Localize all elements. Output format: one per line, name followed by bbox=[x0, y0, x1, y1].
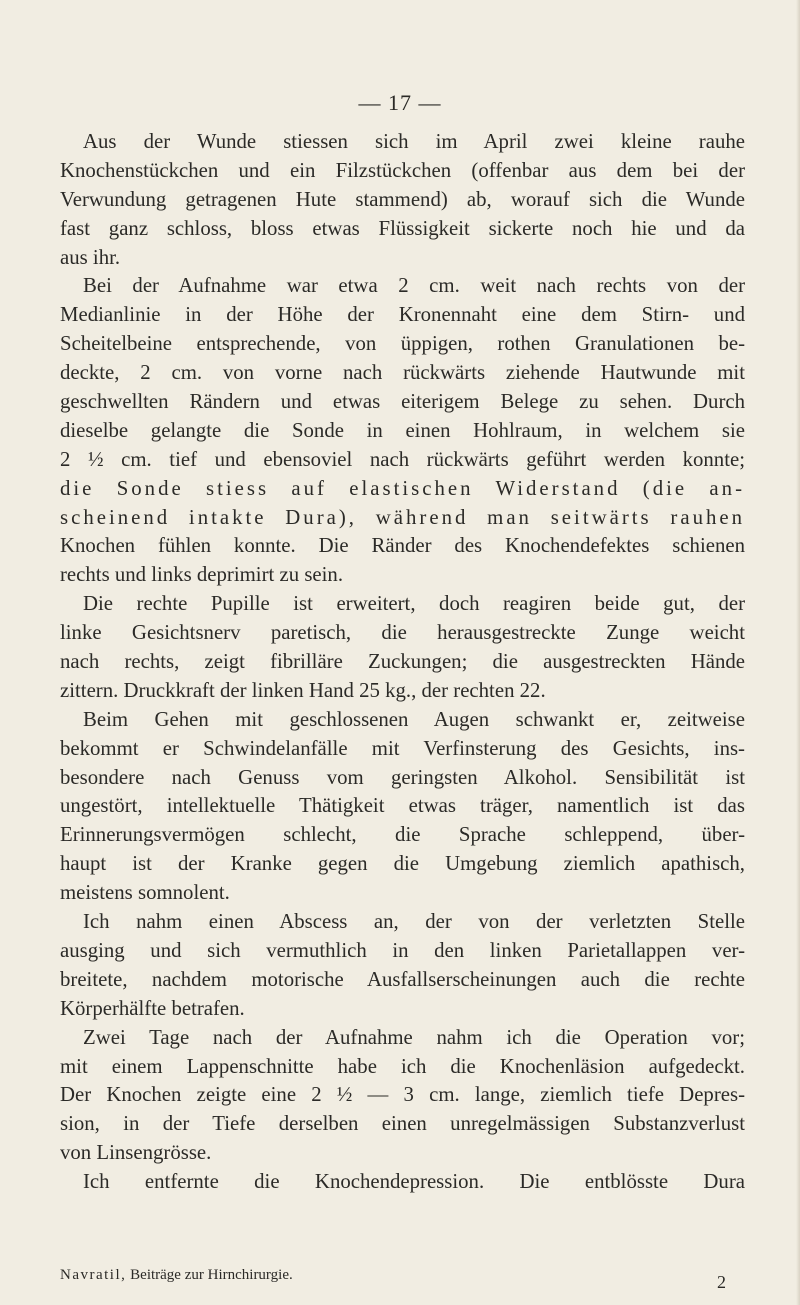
text-line: deckte, 2 cm. von vorne nach rückwärts ziehende Hautwunde mit bbox=[60, 361, 745, 385]
text-line: geschwellten Rändern und etwas eiterigem Belege zu sehen. Durch bbox=[60, 390, 745, 414]
page-number: — 17 — bbox=[358, 90, 442, 115]
text-line: die Sonde stiess auf elastischen Widerstand (die an- bbox=[60, 476, 745, 500]
text-line: Verwundung getragenen Hute stammend) ab, worauf sich die Wunde bbox=[60, 187, 745, 211]
body-text bbox=[60, 128, 745, 1197]
text-line: breitete, nachdem motorische Ausfallserscheinungen auch die rechte bbox=[60, 967, 745, 991]
text-line: ungestört, intellektuelle Thätigkeit etwas träger, namentlich ist das bbox=[60, 794, 745, 818]
text-line: 2 ½ cm. tief und ebensoviel nach rückwärts geführt werden konnte; bbox=[60, 447, 745, 471]
footer-title: Beiträge zur Hirnchirurgie. bbox=[126, 1267, 293, 1283]
text-line: linke Gesichtsnerv paretisch, die herausgestreckte Zunge weicht bbox=[60, 621, 745, 645]
text-line: von Linsengrösse. bbox=[60, 1141, 212, 1165]
page-edge-shadow bbox=[796, 0, 800, 1305]
text-line: fast ganz schloss, bloss etwas Flüssigkeit sickerte noch hie und da bbox=[60, 216, 745, 240]
text-line: Medianlinie in der Höhe der Kronennaht eine dem Stirn- und bbox=[60, 303, 745, 327]
text-line: rechts und links deprimirt zu sein. bbox=[60, 563, 344, 587]
text-line: Erinnerungsvermögen schlecht, die Sprache schleppend, über- bbox=[60, 823, 745, 847]
text-line: Beim Gehen mit geschlossenen Augen schwankt er, zeitweise bbox=[83, 707, 745, 731]
text-line: zittern. Druckkraft der linken Hand 25 kg., der rechten 22. bbox=[60, 678, 546, 702]
text-line: bekommt er Schwindelanfälle mit Verfinsterung des Gesichts, ins- bbox=[60, 736, 745, 760]
text-line: meistens somnolent. bbox=[60, 881, 230, 905]
text-line: haupt ist der Kranke gegen die Umgebung ziemlich apathisch, bbox=[60, 852, 745, 876]
text-line: Bei der Aufnahme war etwa 2 cm. weit nach rechts von der bbox=[83, 274, 745, 298]
text-line: Scheitelbeine entsprechende, von üppigen, rothen Granulationen be- bbox=[60, 332, 745, 356]
text-line: Der Knochen zeigte eine 2 ½ — 3 cm. lange, ziemlich tiefe Depres- bbox=[60, 1083, 745, 1107]
text-line: Knochenstückchen und ein Filzstückchen (offenbar aus dem bei der bbox=[60, 158, 745, 182]
signature-mark: 2 bbox=[717, 1272, 726, 1292]
text-line: aus ihr. bbox=[60, 245, 121, 269]
text-line: ausging und sich vermuthlich in den linken Parietallappen ver- bbox=[60, 938, 745, 962]
text-line: Knochen fühlen konnte. Die Ränder des Knochendefektes schienen bbox=[60, 534, 745, 558]
text-line: Aus der Wunde stiessen sich im April zwei kleine rauhe bbox=[83, 130, 745, 153]
text-line: Ich nahm einen Abscess an, der von der verletzten Stelle bbox=[83, 910, 745, 934]
text-line: sion, in der Tiefe derselben einen unregelmässigen Substanzverlust bbox=[60, 1112, 745, 1136]
text-line: besondere nach Genuss vom geringsten Alkohol. Sensibilität ist bbox=[60, 765, 745, 789]
text-line: scheinend intakte Dura), während man seitwärts rauhen bbox=[60, 505, 745, 529]
text-line: dieselbe gelangte die Sonde in einen Hohlraum, in welchem sie bbox=[60, 418, 745, 442]
text-line: Ich entfernte die Knochendepression. Die entblösste Dura bbox=[83, 1170, 745, 1194]
text-line: mit einem Lappenschnitte habe ich die Knochenläsion aufgedeckt. bbox=[60, 1054, 745, 1078]
text-line: nach rechts, zeigt fibrilläre Zuckungen; die ausgestreckten Hände bbox=[60, 650, 745, 674]
text-line: Die rechte Pupille ist erweitert, doch reagiren beide gut, der bbox=[83, 592, 745, 616]
text-line: Zwei Tage nach der Aufnahme nahm ich die Operation vor; bbox=[83, 1025, 745, 1049]
footer-line bbox=[60, 1266, 745, 1284]
footer-author: Navratil, bbox=[60, 1267, 127, 1283]
text-line: Körperhälfte betrafen. bbox=[60, 996, 245, 1020]
